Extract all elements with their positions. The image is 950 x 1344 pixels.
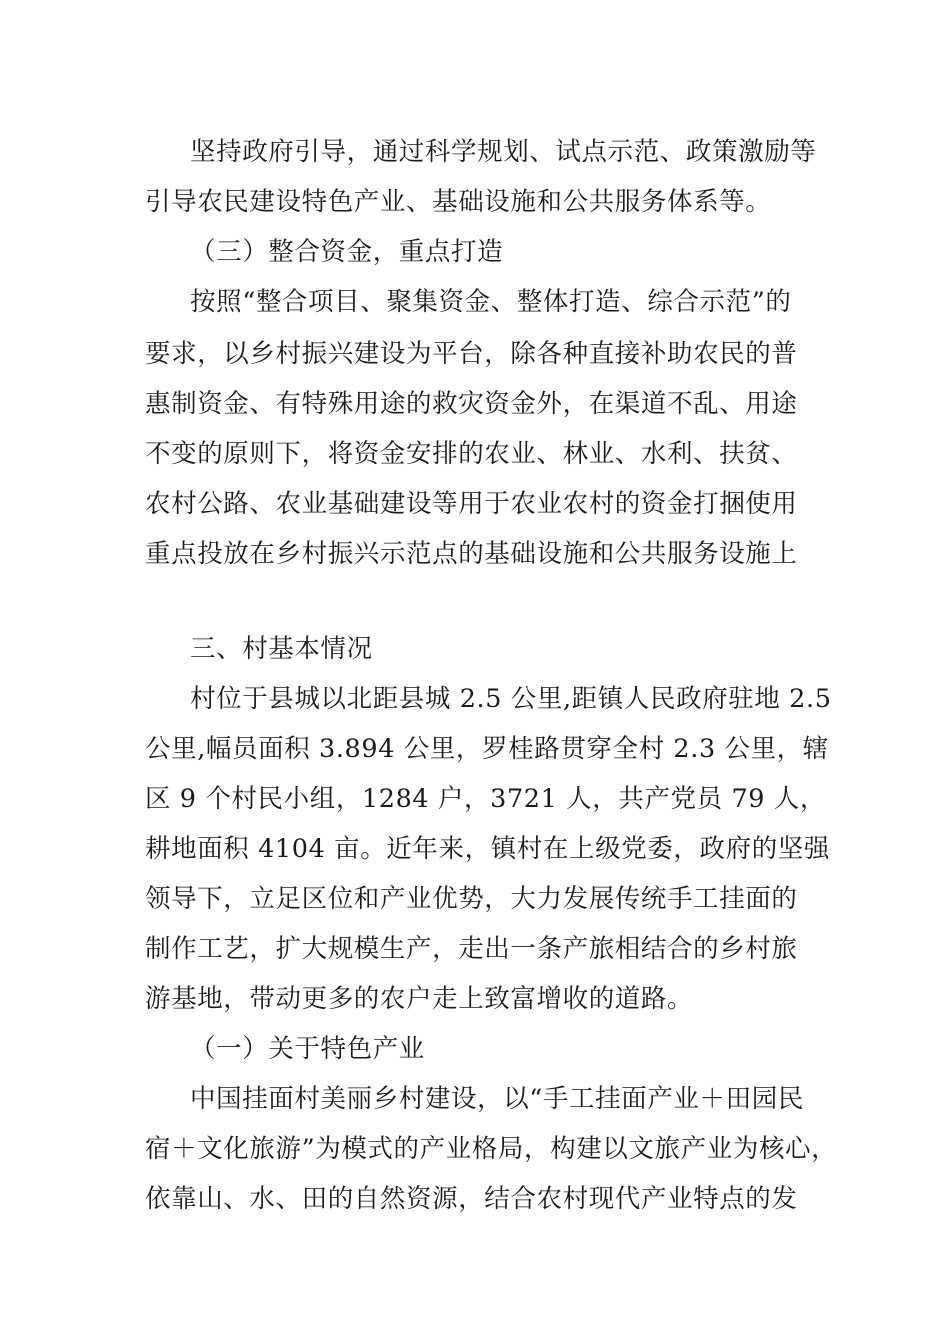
paragraph-line-13: 区 9 个村民小组，1284 户，3721 人，共产党员 79 人，	[145, 784, 826, 814]
paragraph-line-1: 坚持政府引导，通过科学规划、试点示范、政策激励等	[190, 137, 817, 167]
paragraph-line-6: 惠制资金、有特殊用途的救灾资金外，在渠道不乱、用途	[145, 389, 798, 419]
paragraph-line-2: 引导农民建设特色产业、基础设施和公共服务体系等。	[145, 187, 772, 217]
paragraph-line-7: 不变的原则下，将资金安排的农业、林业、水利、扶贫、	[145, 439, 798, 469]
paragraph-line-5: 要求，以乡村振兴建设为平台，除各种直接补助农民的普	[145, 339, 798, 369]
paragraph-line-12: 公里,幅员面积 3.894 公里，罗桂路贯穿全村 2.3 公里，辖	[145, 734, 829, 764]
paragraph-line-11: 村位于县城以北距县城 2.5 公里,距镇人民政府驻地 2.5	[190, 684, 832, 714]
paragraph-line-15: 领导下，立足区位和产业优势，大力发展传统手工挂面的	[145, 884, 798, 914]
paragraph-line-21: 依靠山、水、田的自然资源，结合农村现代产业特点的发	[145, 1184, 798, 1214]
paragraph-line-17: 游基地，带动更多的农户走上致富增收的道路。	[145, 984, 694, 1014]
paragraph-line-16: 制作工艺，扩大规模生产，走出一条产旅相结合的乡村旅	[145, 934, 798, 964]
section-heading-one: （一）关于特色产业	[190, 1034, 425, 1064]
section-heading-three: 三、村基本情况	[190, 634, 373, 664]
paragraph-line-20: 宿＋文化旅游”为模式的产业格局，构建以文旅产业为核心，	[145, 1134, 838, 1164]
paragraph-line-8: 农村公路、农业基础建设等用于农业农村的资金打捆使用	[145, 489, 798, 519]
section-heading-3: （三）整合资金，重点打造	[190, 237, 504, 267]
paragraph-line-19: 中国挂面村美丽乡村建设，以“手工挂面产业＋田园民	[190, 1084, 804, 1114]
paragraph-line-9: 重点投放在乡村振兴示范点的基础设施和公共服务设施上	[145, 539, 798, 569]
paragraph-line-14: 耕地面积 4104 亩。近年来，镇村在上级党委，政府的坚强	[145, 834, 831, 864]
paragraph-line-4: 按照“整合项目、聚集资金、整体打造、综合示范”的	[190, 287, 792, 317]
